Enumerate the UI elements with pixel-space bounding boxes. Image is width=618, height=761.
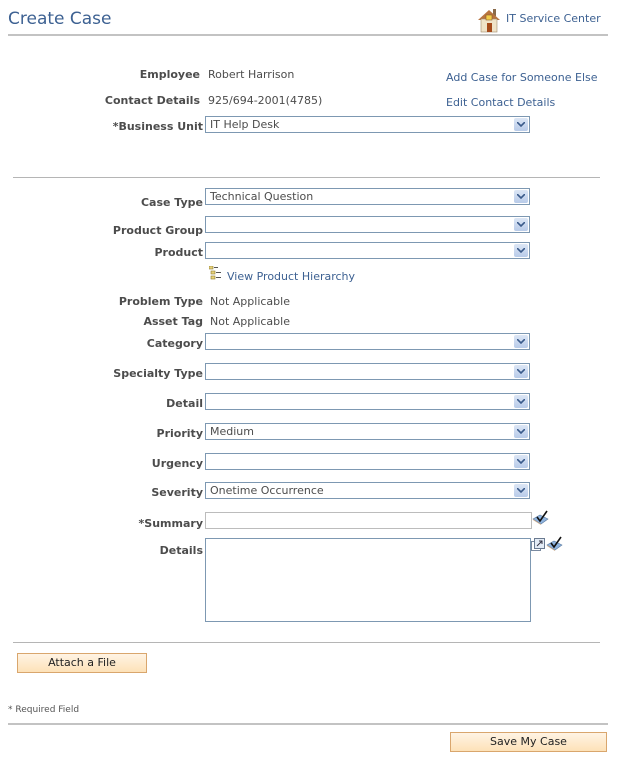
urgency-label: Urgency	[151, 457, 203, 470]
hierarchy-tree-icon[interactable]	[209, 266, 223, 280]
it-service-center-link[interactable]: IT Service Center	[506, 12, 601, 25]
contact-details-value: 925/694-2001(4785)	[208, 94, 323, 107]
priority-label: Priority	[156, 427, 203, 440]
details-textarea[interactable]	[205, 538, 531, 622]
footer-divider	[8, 723, 608, 725]
priority-value: Medium	[210, 425, 254, 438]
chevron-down-icon[interactable]	[514, 365, 528, 378]
chevron-down-icon[interactable]	[514, 335, 528, 348]
attach-file-button[interactable]: Attach a File	[17, 653, 147, 673]
chevron-down-icon[interactable]	[514, 395, 528, 408]
expand-icon[interactable]	[531, 538, 545, 552]
view-product-hierarchy-link[interactable]: View Product Hierarchy	[227, 270, 356, 283]
spell-check-icon[interactable]	[546, 536, 564, 552]
chevron-down-icon[interactable]	[514, 190, 528, 203]
save-my-case-button[interactable]: Save My Case	[450, 732, 607, 752]
business-unit-value: IT Help Desk	[210, 118, 280, 131]
problem-type-label: Problem Type	[118, 295, 203, 308]
priority-select[interactable]	[205, 423, 530, 440]
category-select[interactable]	[205, 333, 530, 350]
severity-value: Onetime Occurrence	[210, 484, 324, 497]
product-group-select[interactable]	[205, 216, 530, 233]
specialty-type-label: Specialty Type	[113, 367, 203, 380]
chevron-down-icon[interactable]	[514, 244, 528, 257]
chevron-down-icon[interactable]	[514, 425, 528, 438]
required-field-note: * Required Field	[8, 705, 80, 715]
detail-select[interactable]	[205, 393, 530, 410]
product-group-label: Product Group	[112, 224, 203, 237]
chevron-down-icon[interactable]	[514, 455, 528, 468]
business-unit-select[interactable]	[205, 116, 530, 133]
employee-value: Robert Harrison	[208, 68, 295, 81]
detail-label: Detail	[166, 397, 203, 410]
problem-type-value: Not Applicable	[210, 295, 290, 308]
case-type-select[interactable]	[205, 188, 530, 205]
details-label: Details	[159, 544, 203, 557]
severity-select[interactable]	[205, 482, 530, 499]
severity-label: Severity	[151, 486, 203, 499]
product-label: Product	[154, 246, 203, 259]
specialty-type-select[interactable]	[205, 363, 530, 380]
home-icon[interactable]	[477, 7, 501, 33]
case-type-label: Case Type	[140, 196, 203, 209]
section-divider	[13, 642, 600, 643]
summary-label: *Summary	[138, 517, 203, 530]
product-select[interactable]	[205, 242, 530, 259]
case-type-value: Technical Question	[210, 190, 314, 203]
page-title: Create Case	[8, 9, 112, 29]
chevron-down-icon[interactable]	[514, 118, 528, 131]
urgency-select[interactable]	[205, 453, 530, 470]
chevron-down-icon[interactable]	[514, 218, 528, 231]
contact-details-label: Contact Details	[104, 94, 200, 107]
spell-check-icon[interactable]	[532, 510, 550, 526]
asset-tag-label: Asset Tag	[143, 315, 203, 328]
business-unit-label: *Business Unit	[112, 120, 203, 133]
header-divider	[8, 34, 608, 36]
summary-input[interactable]	[205, 512, 532, 529]
add-case-for-someone-else-link[interactable]: Add Case for Someone Else	[446, 71, 598, 84]
asset-tag-value: Not Applicable	[210, 315, 290, 328]
chevron-down-icon[interactable]	[514, 484, 528, 497]
section-divider	[13, 177, 600, 178]
edit-contact-details-link[interactable]: Edit Contact Details	[446, 96, 556, 109]
employee-label: Employee	[139, 68, 200, 81]
category-label: Category	[146, 337, 203, 350]
